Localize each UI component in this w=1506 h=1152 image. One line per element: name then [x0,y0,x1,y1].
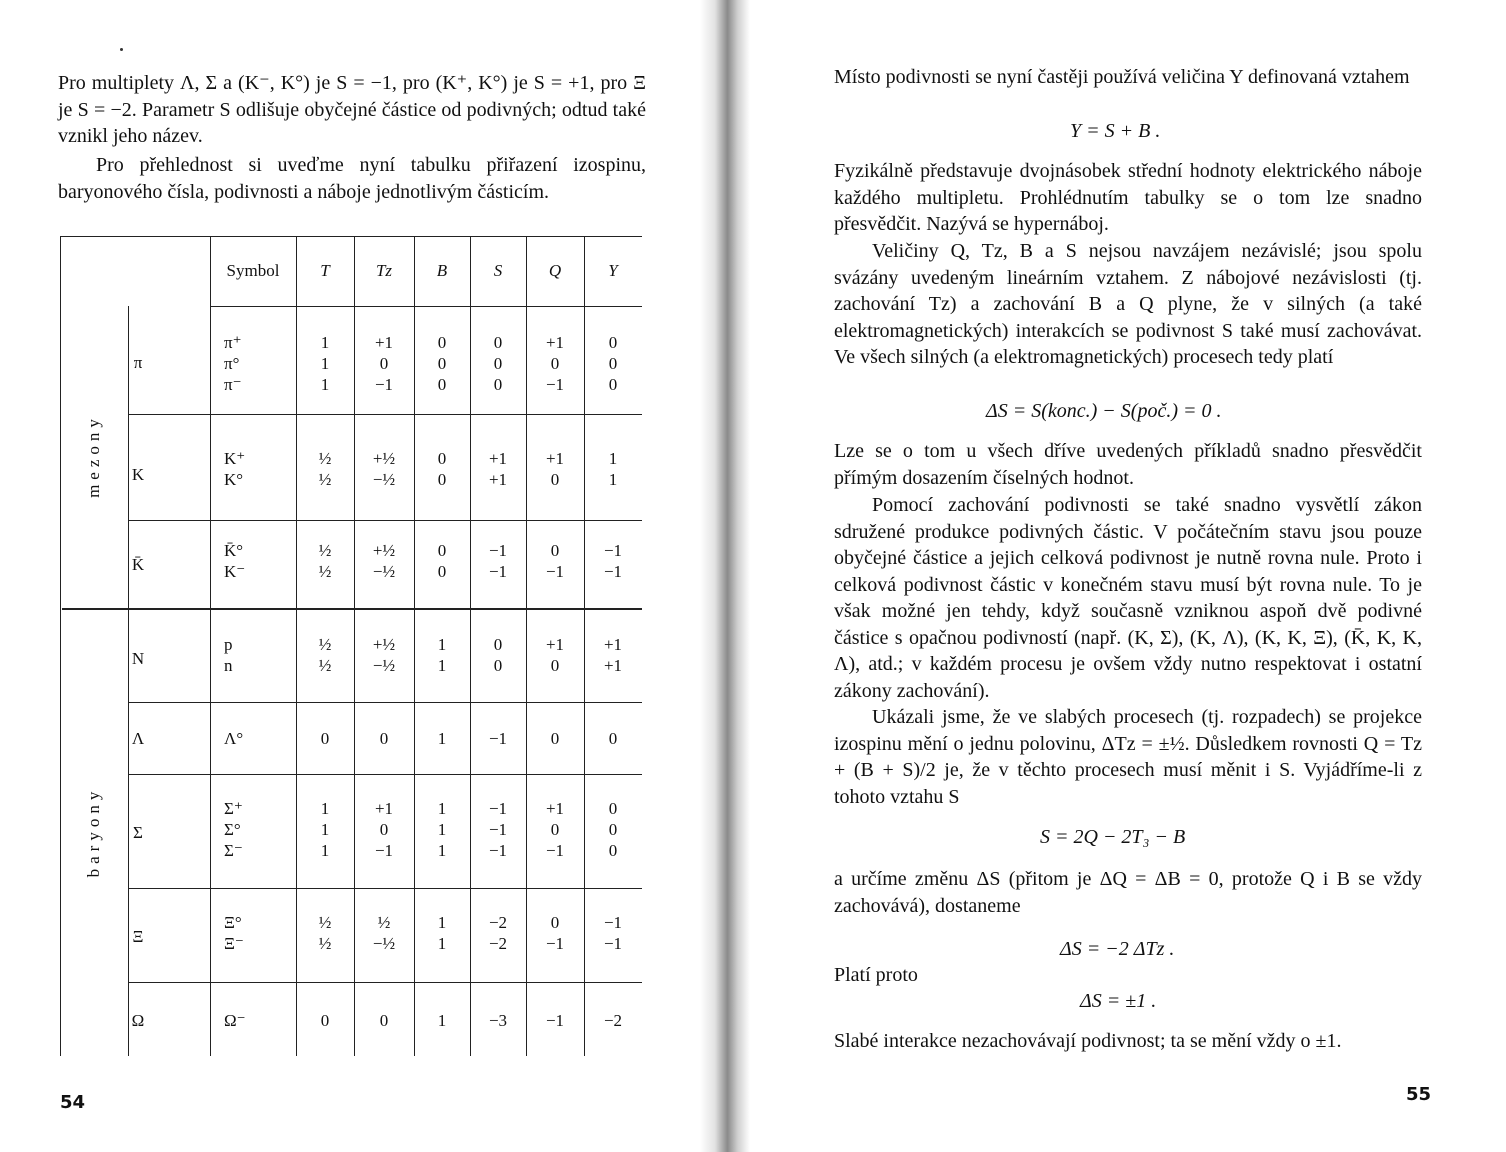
multiplet-label: K̄ [131,555,145,574]
y-cell: −1 −1 [603,541,623,581]
symbol-cell: Ξ° Ξ⁻ [224,913,244,953]
paragraph: Slabé interakce nezachovávají podivnost; ta se mění vždy o ±1. [834,1030,1342,1052]
multiplet-label: Ξ [132,927,144,946]
symbol-cell: π⁺ π° π⁻ [224,333,242,394]
header-rule [210,306,642,307]
t-cell: 1 1 1 [320,799,330,860]
t-cell: ½ ½ [318,541,332,581]
b-cell: 0 0 [437,449,447,489]
header-q: Q [548,261,562,280]
q-cell: +1 0 [545,635,565,675]
formula: ΔS = S(konc.) − S(poč.) = 0 . [986,400,1222,422]
row-rule [128,774,642,775]
header-tz: Tz [375,261,393,280]
row-rule [128,414,642,415]
multiplet-label: N [131,649,145,668]
paragraph: Fyzikálně představuje dvojnásobek střední hodnoty elektrického náboje každého multipletu. Prohlédnutím tabulky se o tom lze snadno přesvědčit. Nazývá se hypernáboj. [834,160,1422,235]
b-cell: 1 [437,729,447,748]
s-cell: −1 [488,729,508,748]
y-cell: −1 −1 [603,913,623,953]
y-cell: 0 0 0 [608,333,618,394]
multiplet-label: K [131,465,145,484]
tz-cell: +½ −½ [372,449,396,489]
t-cell: 1 1 1 [320,333,330,394]
y-cell: 0 [608,729,618,748]
q-cell: +1 0 [545,449,565,489]
paragraph: a určíme změnu ΔS (přitom je ΔQ = ΔB = 0, protože Q i B se vždy zachovává), dostaneme [834,868,1422,917]
b-cell: 0 0 0 [437,333,447,394]
multiplet-label: Σ [133,823,143,842]
header-t: T [320,261,330,280]
paragraph: Platí proto [834,964,918,986]
paragraph: Ukázali jsme, že ve slabých procesech (tj. rozpadech) se projekce izospinu mění o jednu polovinu, ΔTz = ±½. Důsledkem rovnosti Q = Tz + (B + S)/2 je, že v těchto procesech musí měnit i S. Vyjádříme-li z tohoto vztahu S [834,706,1422,808]
particle-table [60,236,642,1056]
multiplet-label: π [133,353,143,372]
symbol-cell: K̄° K⁻ [224,541,246,581]
q-cell: +1 0 −1 [545,799,565,860]
y-cell: +1 +1 [603,635,623,675]
t-cell: ½ ½ [318,635,332,675]
header-s: S [493,261,503,280]
right-page [740,0,1506,1152]
intro-paragraph: Pro multiplety Λ, Σ a (K⁻, K°) je S = −1, pro (K⁺, K°) je S = +1, pro Ξ je S = −2. Parametr S odlišuje obyčejné částice od podivných; odtud také vznikl jeho název. [58,72,646,147]
y-cell: 1 1 [608,449,618,489]
y-cell: −2 [603,1011,623,1030]
t-cell: 0 [320,729,330,748]
y-cell: 0 0 0 [608,799,618,860]
multiplet-label: Λ [131,729,145,748]
symbol-cell: p n [224,635,233,675]
left-page [0,0,720,1152]
formula: S = 2Q − 2T₃ − B [1040,826,1186,848]
table-intro-paragraph: Pro přehlednost si uveďme nyní tabulku přiřazení izospinu, baryonového čísla, podivnosti a náboje jednotlivým částicím. [58,154,646,203]
group-label-mezony: mezony [84,414,103,498]
row-rule [128,888,642,889]
q-cell: 0 [550,729,560,748]
symbol-cell: Σ⁺ Σ° Σ⁻ [224,799,243,860]
tz-cell: ½ −½ [372,913,396,953]
q-cell: 0 −1 [545,541,565,581]
symbol-cell: Λ° [224,729,244,748]
formula: ΔS = ±1 . [1080,990,1157,1012]
tz-cell: 0 [379,1011,389,1030]
q-cell: 0 −1 [545,913,565,953]
group-rule [62,608,642,610]
paragraph: Pomocí zachování podivnosti se také snadno vysvětlí zákon sdružené produkce podivných částic. V počátečním stavu jsou pouze obyčejné částice a jejich celková podivnost je nutně rovna nule. Proto i celková podivnost částic v konečném stavu musí být rovna nule. To je však možné jen tehdy, když současně vzniknou aspoň dvě podivné částice s opačnou podivností (např. (K, Σ), (K, Λ), (K, K, Ξ), (K̄, K, K, Λ), atd.; v každém procesu je ovšem vždy nutno respektovat i ostatní zákony zachování). [834,494,1422,702]
tz-cell: +½ −½ [372,635,396,675]
tz-cell: 0 [379,729,389,748]
b-cell: 1 1 [437,635,447,675]
s-cell: −2 −2 [488,913,508,953]
s-cell: 0 0 [493,635,503,675]
s-cell: −3 [488,1011,508,1030]
symbol-cell: Ω⁻ [224,1011,246,1030]
b-cell: 1 1 [437,913,447,953]
tz-cell: +1 0 −1 [374,333,394,394]
paragraph: Místo podivnosti se nyní častěji používá veličina Y definovaná vztahem [834,66,1410,88]
page-number-left: 54 [60,1092,86,1113]
tz-cell: +1 0 −1 [374,799,394,860]
row-rule [128,520,642,521]
paragraph: Lze se o tom u všech dříve uvedených příkladů snadno přesvědčit přímým dosazením číselných hodnot. [834,440,1422,489]
t-cell: ½ ½ [318,913,332,953]
s-cell: 0 0 0 [493,333,503,394]
multiplet-label: Ω [131,1011,145,1030]
tz-cell: +½ −½ [372,541,396,581]
row-rule [128,702,642,703]
formula: ΔS = −2 ΔTz . [1060,938,1175,960]
group-label-baryony: baryony [84,786,103,878]
header-b: B [436,261,448,280]
s-cell: −1 −1 [488,541,508,581]
row-rule [128,982,642,983]
table-border-left [60,236,61,1056]
symbol-cell: K⁺ K° [224,449,246,489]
header-symbol: Symbol [226,261,280,280]
s-cell: +1 +1 [488,449,508,489]
header-y: Y [608,261,618,280]
b-cell: 1 [437,1011,447,1030]
page-number-right: 55 [1406,1084,1432,1105]
paragraph: Veličiny Q, Tz, B a S nejsou navzájem nezávislé; jsou spolu svázány uvedeným lineárním vztahem. Z nábojové nezávislosti (tj. zachování Tz) a zachování B a Q plyne, že v silných (a také elektromagnetických) interakcích se podivnost S také musí zachovávat. Ve všech silných (a elektromagnetických) procesech tedy platí [834,240,1422,368]
formula: Y = S + B . [1070,120,1161,142]
q-cell: −1 [545,1011,565,1030]
t-cell: ½ ½ [318,449,332,489]
table-border-top [60,236,642,237]
t-cell: 0 [320,1011,330,1030]
b-cell: 1 1 1 [437,799,447,860]
b-cell: 0 0 [437,541,447,581]
s-cell: −1 −1 −1 [488,799,508,860]
q-cell: +1 0 −1 [545,333,565,394]
speck [120,48,123,51]
